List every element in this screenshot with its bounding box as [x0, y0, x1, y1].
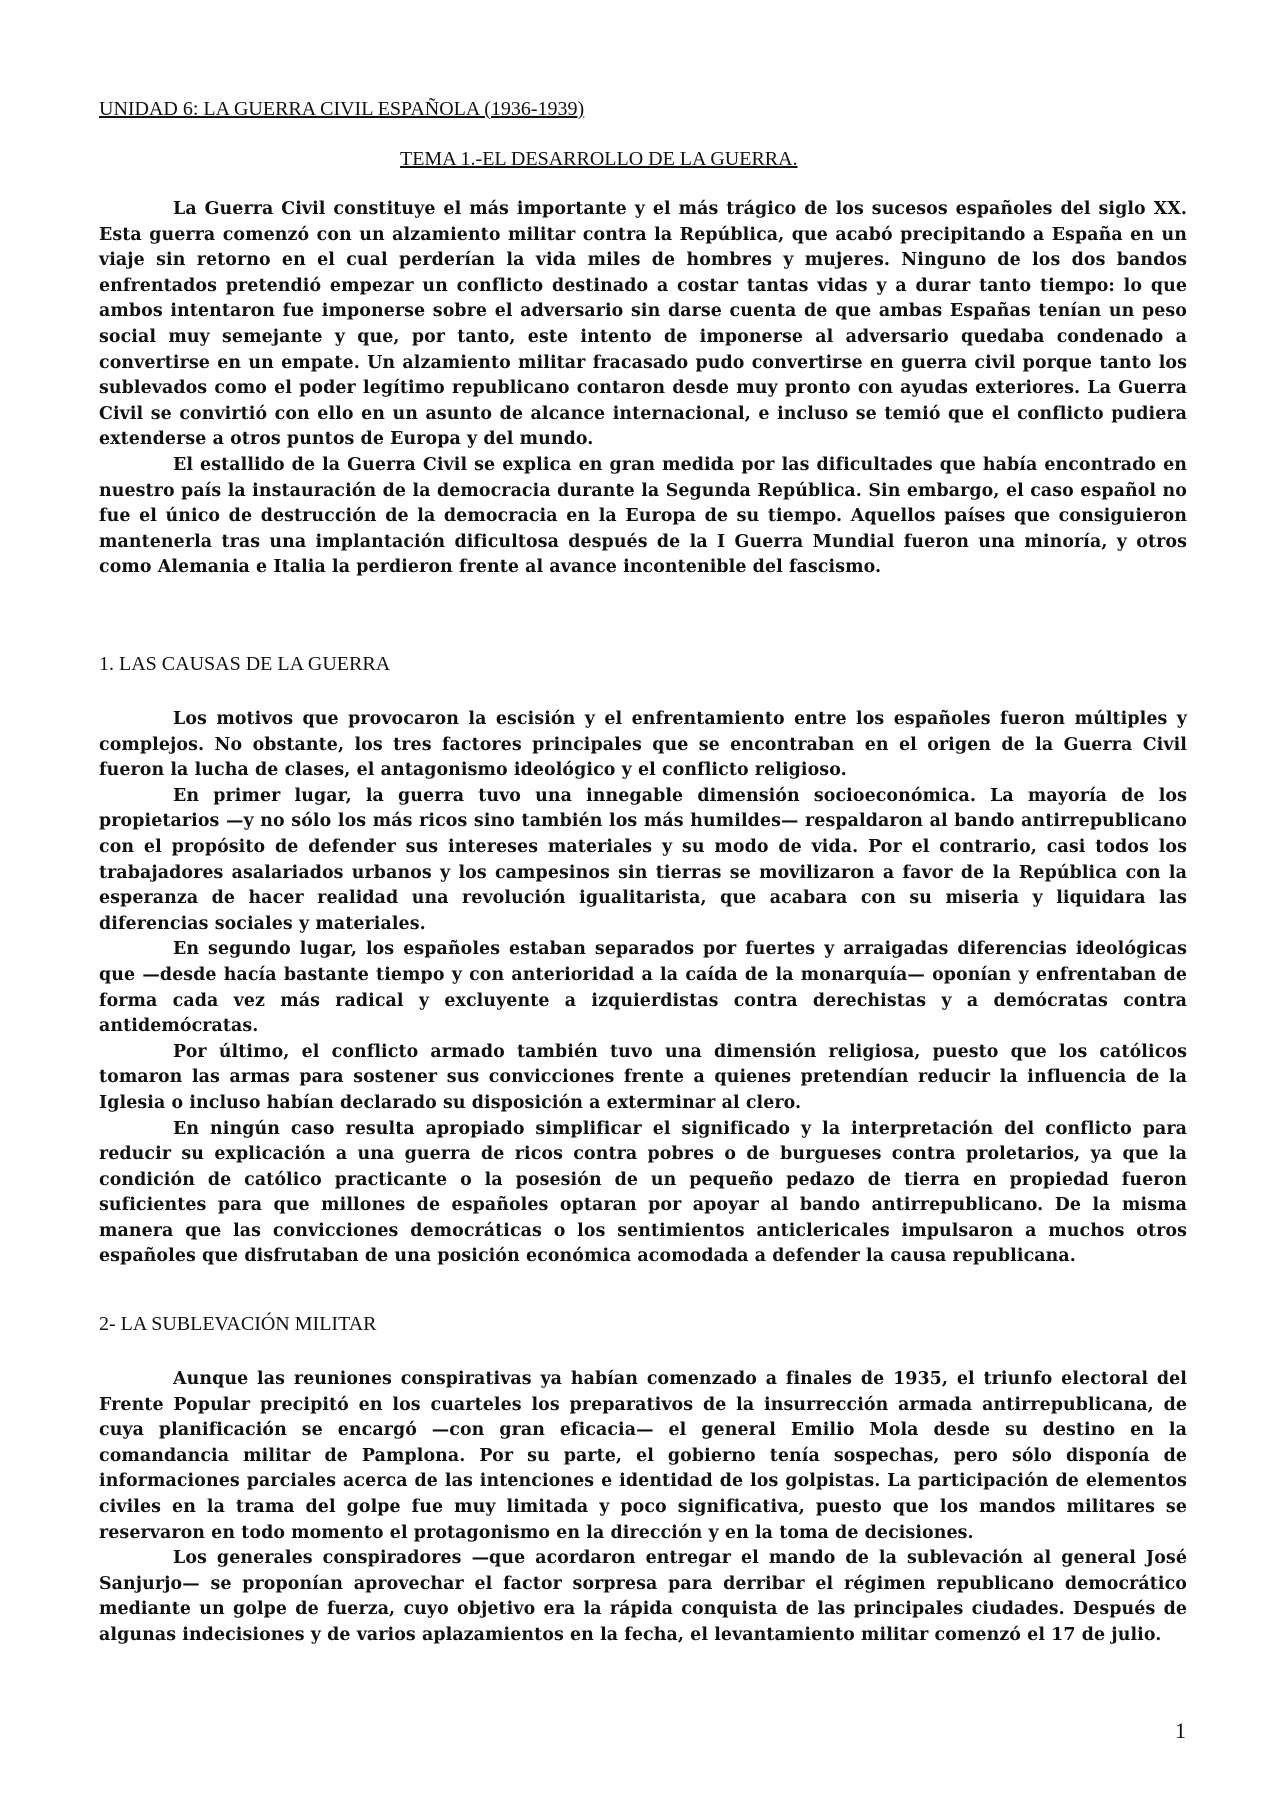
section-1-paragraph-5: En ningún caso resulta apropiado simplificar el significado y la interpretación del conflicto para reducir su explicación a una guerra de ricos contra pobres o de burgueses contra proletarios, ya que la condición de católico practicante o la posesión de un pequeño pedazo de tierra en propiedad fueron suficientes para que millones de españoles optaran por apoyar al bando antirrepublicano. De la misma manera que las convicciones democráticas o los sentimientos anticlericales impulsaron a muchos otros españoles que disfrutaban de una posición económica acomodada a defender la causa republicana.: [99, 1118, 1187, 1267]
section-2-text: [99, 1367, 1187, 1649]
section-2-paragraph-1: Aunque las reuniones conspirativas ya habían comenzado a finales de 1935, el triunfo electoral del Frente Popular precipitó en los cuarteles los preparativos de la insurrección armada antirrepublicana, de cuya planificación se encargó —con gran eficacia— el general Emilio Mola desde su destino en la comandancia militar de Pamplona. Por su parte, el gobierno tenía sospechas, pero sólo disponía de informaciones parciales acerca de las intenciones e identidad de los golpistas. La participación de elementos civiles en la trama del golpe fue muy limitada y poco significativa, puesto que los mandos militares se reservaron en todo momento el protagonismo en la dirección y en la toma de decisiones.: [99, 1369, 1187, 1543]
section-1-text: [99, 707, 1187, 1270]
intro-text: [99, 197, 1187, 581]
section-1-paragraph-2: En primer lugar, la guerra tuvo una innegable dimensión socioeconómica. La mayoría de los propietarios —y no sólo los más ricos sino también los más humildes— respaldaron al bando antirrepublicano con el propósito de defender sus intereses materiales y su modo de vida. Por el contrario, casi todos los trabajadores asalariados urbanos y los campesinos sin tierras se movilizaron a favor de la República con la esperanza de hacer realidad una revolución igualitarista, que acabara con su miseria y liquidara las diferencias sociales y materiales.: [99, 785, 1187, 934]
section-1-paragraph-1: Los motivos que provocaron la escisión y el enfrentamiento entre los españoles fueron múltiples y complejos. No obstante, los tres factores principales que se encontraban en el origen de la Guerra Civil fueron la lucha de clases, el antagonismo ideológico y el conflicto religioso.: [99, 709, 1187, 781]
section-1-paragraph-4: Por último, el conflicto armado también tuvo una dimensión religiosa, puesto que los católicos tomaron las armas para sostener sus convicciones frente a quienes pretendían reducir la influencia de la Iglesia o incluso habían declarado su disposición a exterminar al clero.: [99, 1041, 1187, 1113]
section-2-title: 2- LA SUBLEVACIÓN MILITAR: [99, 1313, 377, 1335]
intro-paragraph-1: La Guerra Civil constituye el más importante y el más trágico de los sucesos españoles del siglo XX. Esta guerra comenzó con un alzamiento militar contra la República, que acabó precipitando a España en un viaje sin retorno en el cual perderían la vida miles de hombres y mujeres. Ninguno de los dos bandos enfrentados pretendió empezar un conflicto destinado a costar tantas vidas y a durar tanto tiempo: lo que ambos intentaron fue imponerse sobre el adversario sin darse cuenta de que ambas Españas tenían un peso social muy semejante y que, por tanto, este intento de imponerse al adversario quedaba condenado a convertirse en un empate. Un alzamiento militar fracasado pudo convertirse en guerra civil porque tanto los sublevados como el poder legítimo republicano contaron desde muy pronto con ayudas exteriores. La Guerra Civil se convirtió con ello en un asunto de alcance internacional, e incluso se temió que el conflicto pudiera extenderse a otros puntos de Europa y del mundo.: [99, 199, 1187, 450]
section-2-paragraph-2: Los generales conspiradores —que acordaron entregar el mando de la sublevación al general José Sanjurjo— se proponían aprovechar el factor sorpresa para derribar el régimen republicano democrático mediante un golpe de fuerza, cuyo objetivo era la rápida conquista de las principales ciudades. Después de algunas indecisiones y de varios aplazamientos en la fecha, el levantamiento militar comenzó el 17 de julio.: [99, 1548, 1187, 1645]
topic-title: TEMA 1.-EL DESARROLLO DE LA GUERRA.: [400, 148, 798, 170]
section-1-paragraph-3: En segundo lugar, los españoles estaban separados por fuertes y arraigadas diferencias ideológicas que —desde hacía bastante tiempo y con anterioridad a la caída de la monarquía— oponían y enfrentaban de forma cada vez más radical y excluyente a izquierdistas contra derechistas y a demócratas contra antidemócratas.: [99, 939, 1187, 1037]
intro-paragraph-2: El estallido de la Guerra Civil se explica en gran medida por las dificultades que había encontrado en nuestro país la instauración de la democracia durante la Segunda República. Sin embargo, el caso español no fue el único de destrucción de la democracia en la Europa de su tiempo. Aquellos países que consiguieron mantenerla tras una implantación dificultosa después de la I Guerra Mundial fueron una minoría, y otros como Alemania e Italia la perdieron frente al avance incontenible del fascismo.: [99, 454, 1187, 578]
page-number: 1: [1175, 1718, 1186, 1743]
unit-title: UNIDAD 6: LA GUERRA CIVIL ESPAÑOLA (1936-1939): [99, 98, 585, 120]
section-1-title: 1. LAS CAUSAS DE LA GUERRA: [99, 653, 391, 675]
